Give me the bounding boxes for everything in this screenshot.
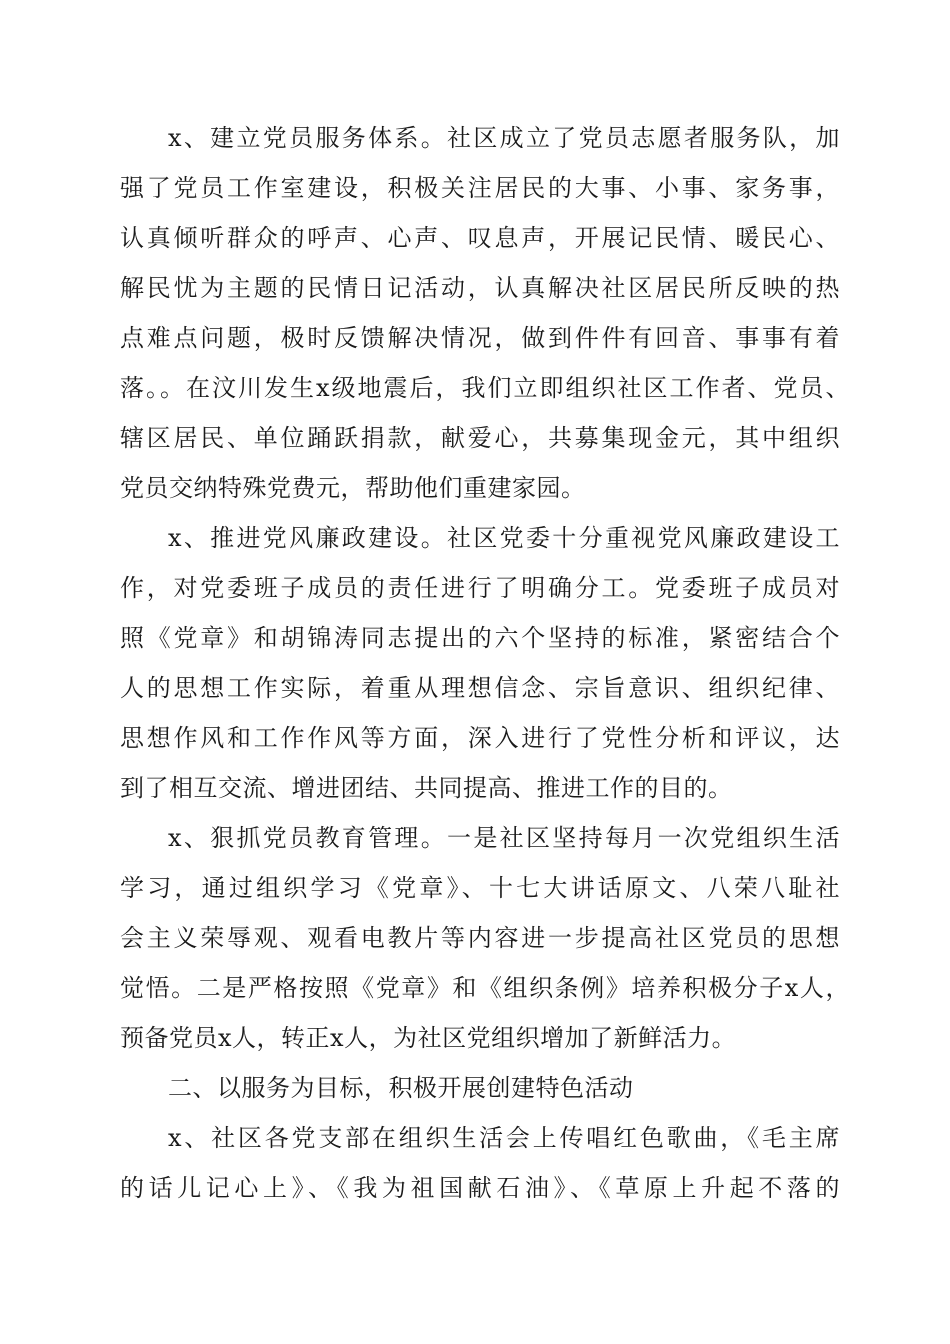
paragraph-3-line-1: x、狠抓党员教育管理。一是社区坚持每月一次党组织生活 bbox=[168, 824, 840, 852]
paragraph-1-line-1: x、建立党员服务体系。社区成立了党员志愿者服务队，加 bbox=[168, 124, 840, 152]
paragraph-2-line-5: 思想作风和工作作风等方面，深入进行了党性分析和评议，达 bbox=[120, 724, 840, 752]
section-heading: 二、以服务为目标，积极开展创建特色活动 bbox=[168, 1074, 634, 1102]
paragraph-1-line-7: 辖区居民、单位踊跃捐款，献爱心，共募集现金元，其中组织 bbox=[120, 424, 840, 452]
paragraph-1-line-5: 点难点问题，极时反馈解决情况，做到件件有回音、事事有着 bbox=[120, 324, 840, 352]
paragraph-1-line-2: 强了党员工作室建设，积极关注居民的大事、小事、家务事， bbox=[120, 174, 840, 202]
paragraph-2-line-2: 作，对党委班子成员的责任进行了明确分工。党委班子成员对 bbox=[120, 574, 840, 602]
paragraph-2-line-6: 到了相互交流、增进团结、共同提高、推进工作的目的。 bbox=[120, 774, 733, 802]
paragraph-4-line-1: x、社区各党支部在组织生活会上传唱红色歌曲，《毛主席 bbox=[168, 1124, 840, 1152]
paragraph-3-line-2: 学习，通过组织学习《党章》、十七大讲话原文、八荣八耻社 bbox=[120, 874, 840, 902]
paragraph-2-line-1: x、推进党风廉政建设。社区党委十分重视党风廉政建设工 bbox=[168, 524, 840, 552]
paragraph-1-line-6: 落。。在汶川发生x级地震后，我们立即组织社区工作者、党员、 bbox=[120, 374, 850, 402]
paragraph-2-line-3: 照《党章》和胡锦涛同志提出的六个坚持的标准，紧密结合个 bbox=[120, 624, 840, 652]
paragraph-3-line-3: 会主义荣辱观、观看电教片等内容进一步提高社区党员的思想 bbox=[120, 924, 840, 952]
paragraph-3-line-4: 觉悟。二是严格按照《党章》和《组织条例》培养积极分子x人， bbox=[120, 974, 850, 1002]
paragraph-1-line-3: 认真倾听群众的呼声、心声、叹息声，开展记民情、暖民心、 bbox=[120, 224, 840, 252]
paragraph-4-line-2: 的话儿记心上》、《我为祖国献石油》、《草原上升起不落的 bbox=[120, 1174, 840, 1202]
paragraph-2-line-4: 人的思想工作实际，着重从理想信念、宗旨意识、组织纪律、 bbox=[120, 674, 840, 702]
paragraph-1-line-8: 党员交纳特殊党费元，帮助他们重建家园。 bbox=[120, 474, 586, 502]
paragraph-1-line-4: 解民忧为主题的民情日记活动，认真解决社区居民所反映的热 bbox=[120, 274, 840, 302]
paragraph-3-line-5: 预备党员x人，转正x人，为社区党组织增加了新鲜活力。 bbox=[120, 1024, 737, 1052]
